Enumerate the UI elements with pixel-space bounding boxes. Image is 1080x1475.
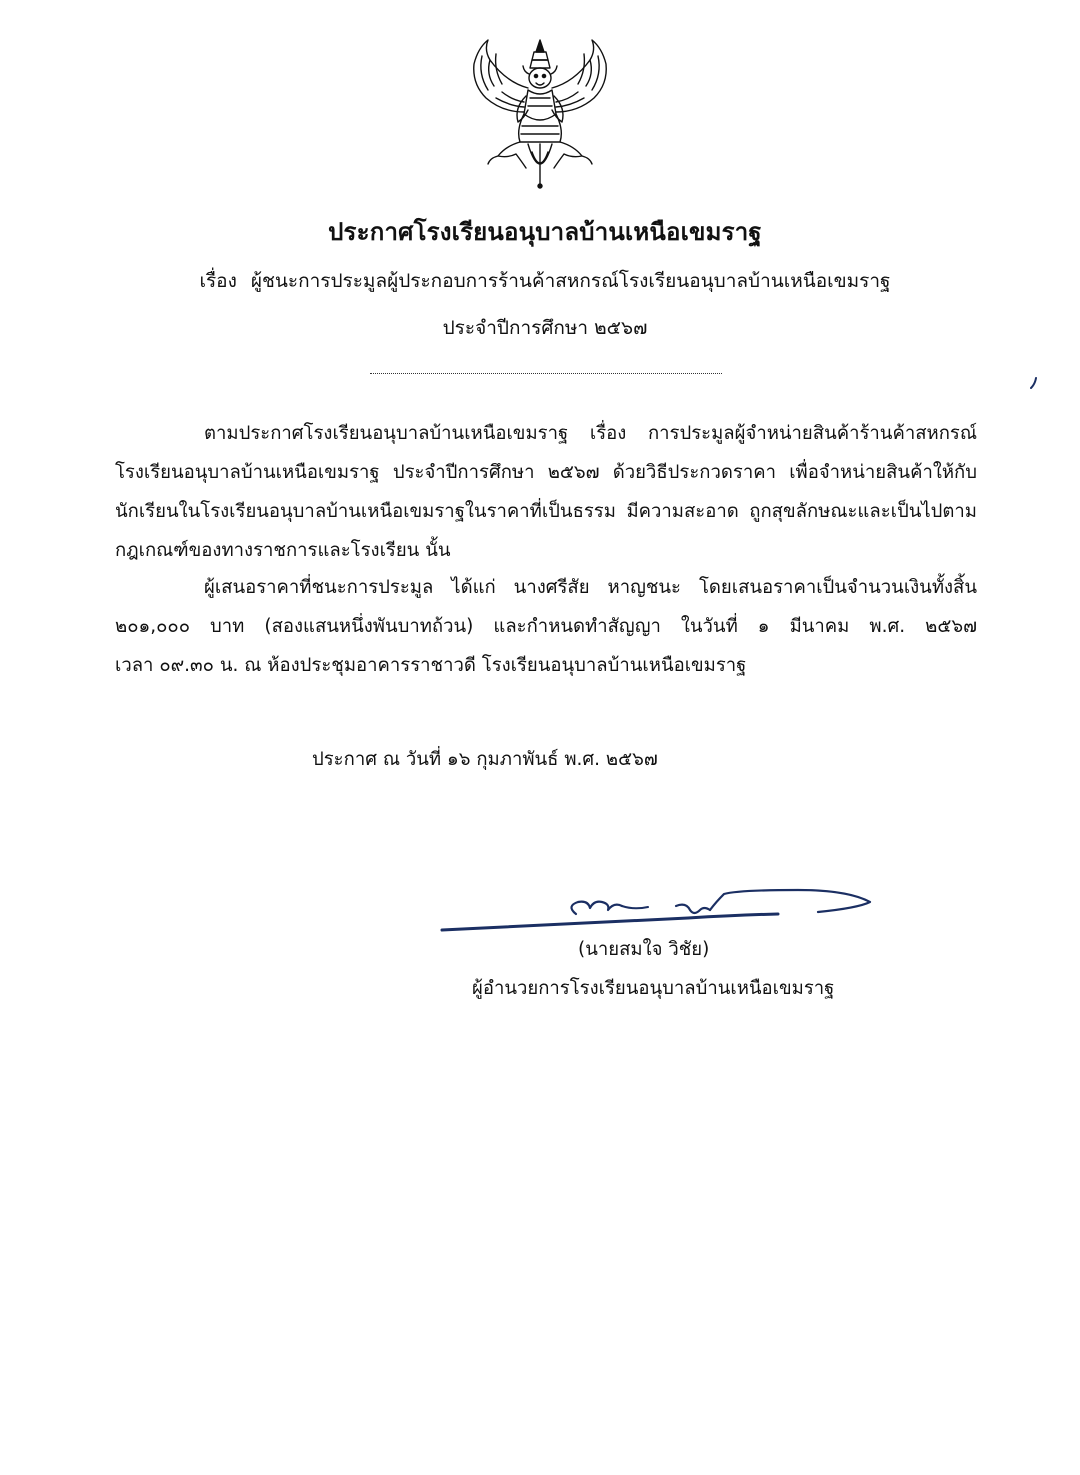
academic-year-line: ประจำปีการศึกษา ๒๕๖๗ [442,317,648,339]
signer-position: ผู้อำนวยการโรงเรียนอนุบาลบ้านเหนือเขมราฐ [472,978,835,999]
paragraph-1 [115,414,977,570]
paragraph-1-line: กฎเกณฑ์ของทางราชการและโรงเรียน นั้น [115,540,451,561]
handwritten-signature [438,880,878,940]
paragraph-2 [115,568,977,685]
announcement-date: ประกาศ ณ วันที่ ๑๖ กุมภาพันธ์ พ.ศ. ๒๕๖๗ [312,749,658,770]
paragraph-1-line: นักเรียนในโรงเรียนอนุบาลบ้านเหนือเขมราฐในราคาที่เป็นธรรม มีความสะอาด ถูกสุขลักษณะและเป็นไปตาม [115,501,977,522]
paragraph-1-line: โรงเรียนอนุบาลบ้านเหนือเขมราฐ ประจำปีการศึกษา ๒๕๖๗ ด้วยวิธีประกวดราคา เพื่อจำหน่ายสินค้าให้กับ [115,462,977,483]
dotted-separator [370,373,722,374]
subject-label: เรื่อง [199,270,237,292]
paragraph-1-line: ตามประกาศโรงเรียนอนุบาลบ้านเหนือเขมราฐ เรื่อง การประมูลผู้จำหน่ายสินค้าร้านค้าสหกรณ์ [204,423,977,444]
paragraph-2-line: เวลา ๐๙.๓๐ น. ณ ห้องประชุมอาคารราชาวดี โรงเรียนอนุบาลบ้านเหนือเขมราฐ [115,655,747,676]
signer-name: (นายสมใจ วิชัย) [578,939,710,960]
garuda-emblem-icon [466,34,614,190]
paragraph-2-line: ๒๐๑,๐๐๐ บาท (สองแสนหนึ่งพันบาทถ้วน) และกำหนดทำสัญญา ในวันที่ ๑ มีนาคม พ.ศ. ๒๕๖๗ [115,616,977,637]
announcement-title: ประกาศโรงเรียนอนุบาลบ้านเหนือเขมราฐ [328,218,762,246]
subject-line [0,266,1080,296]
subject-text: ผู้ชนะการประมูลผู้ประกอบการร้านค้าสหกรณ์โรงเรียนอนุบาลบ้านเหนือเขมราฐ [250,270,891,292]
stray-ink-mark [1030,376,1038,390]
paragraph-2-line: ผู้เสนอราคาที่ชนะการประมูล ได้แก่ นางศรีสัย หาญชนะ โดยเสนอราคาเป็นจำนวนเงินทั้งสิ้น [204,577,977,598]
